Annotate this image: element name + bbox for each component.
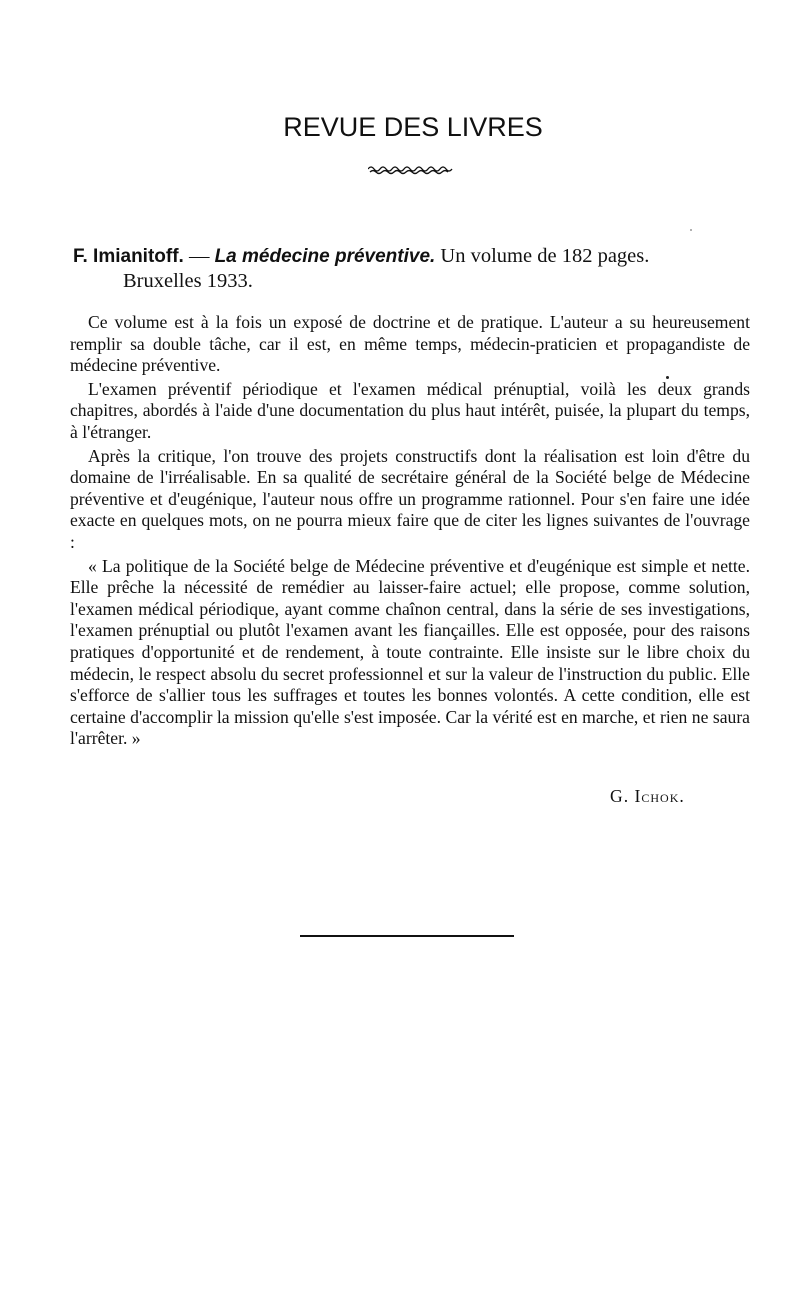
signature-initial: G. [610,786,630,806]
wavy-rule [368,167,452,174]
review-quote: « La politique de la Société belge de Médecine préventive et d'eugénique est simple et nette. Elle prêche la nécessité de remédier au laisser-faire actuel; elle propose, comme solution, l'examen médical périodique, ayant comme chaînon central, dans la série de ses investigations, l'examen prénuptial ou plutôt l'examen avant les fiançailles. Elle est opposée, pour des raisons pratiques d'opportunité et de rendement, à toute contrainte. Elle insiste sur le libre choix du médecin, le respect absolu du secret professionnel et sur la valeur de l'instruction du public. Elle s'efforce de s'allier tous les suffrages et toutes les bonnes volontés. A cette condition, elle est certaine d'accomplir la mission qu'elle s'est imposée. Car la vérité est en marche, et rien ne saura l'arrêter. » [70,555,750,749]
review-publication: Bruxelles 1933. [123,270,253,292]
review-heading [73,244,753,294]
review-book-title: La médecine préventive. [214,246,436,267]
review-details: Un volume de 182 pages. [435,245,650,267]
title-ornament [368,165,454,175]
review-author: F. Imianitoff. [73,246,184,267]
review-paragraph: L'examen préventif périodique et l'examen médical prénuptial, voilà les deux grands chapitres, abordés à l'aide d'une documentation du plus haut intérêt, puisée, la plupart du temps, à l'étranger. [70,378,750,442]
review-body [70,312,750,750]
stray-mark [690,229,692,231]
review-signature [610,786,685,807]
signature-name: Ichok. [634,786,685,806]
review-paragraph: Après la critique, l'on trouve des projets constructifs dont la réalisation est loin d'être du domaine de l'irréalisable. En sa qualité de secrétaire général de la Société belge de Médecine préventive et d'eugénique, l'auteur nous offre un programme rationnel. Pour s'en faire une idée exacte en quelques mots, on ne pourra mieux faire que de citer les lignes suivantes de l'ouvrage : [70,445,750,552]
page-title: REVUE DES LIVRES [283,112,543,142]
heading-dash: — [183,245,215,267]
end-rule [300,935,514,937]
review-paragraph: Ce volume est à la fois un exposé de doctrine et de pratique. L'auteur a su heureusement remplir sa double tâche, car il est, en même temps, médecin-praticien et propagandiste de médecine préventive. [70,312,750,376]
